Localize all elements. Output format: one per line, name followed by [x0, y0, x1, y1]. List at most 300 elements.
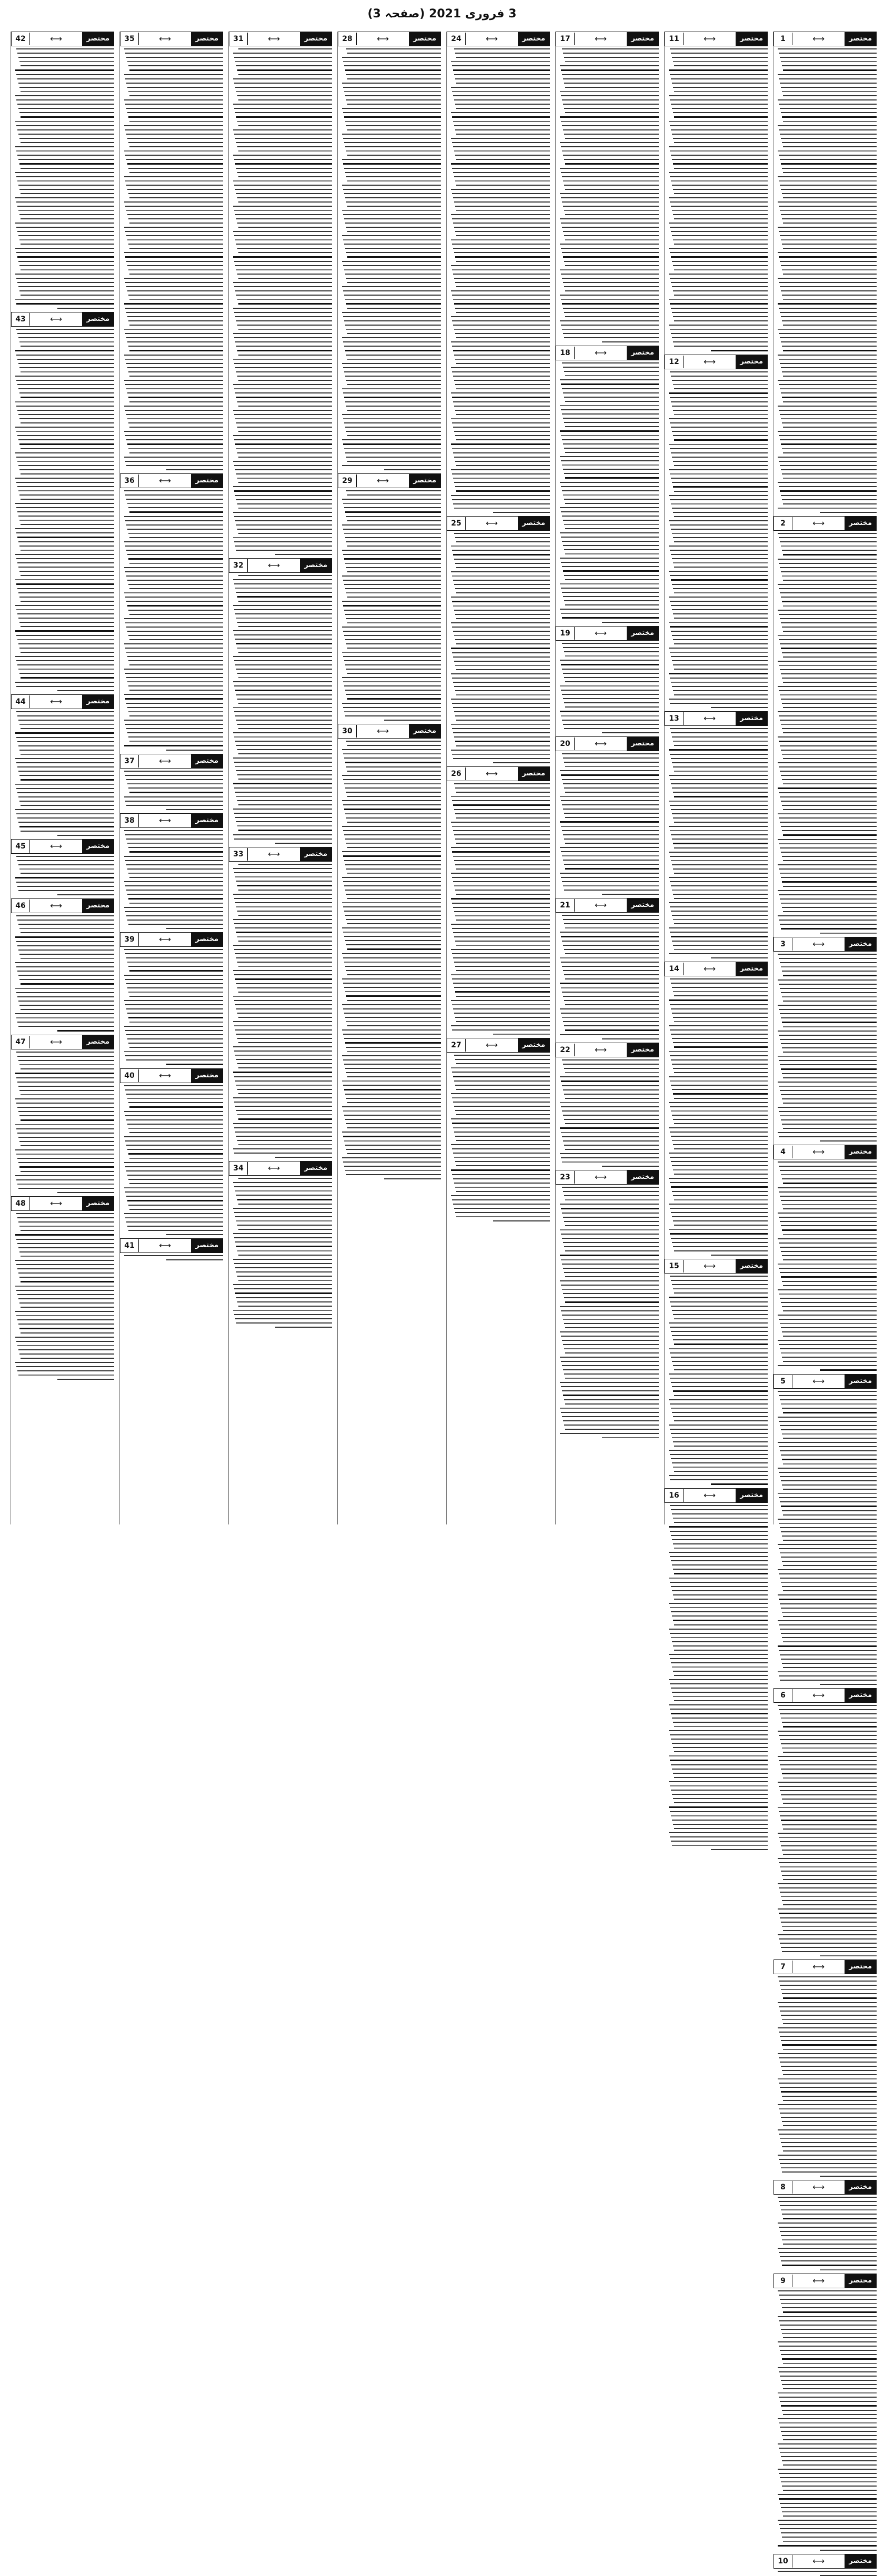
text-line — [238, 915, 332, 916]
text-line — [15, 1149, 114, 1150]
text-line — [19, 622, 114, 623]
text-line — [820, 1140, 877, 1141]
text-line — [674, 567, 768, 568]
text-line — [562, 1136, 659, 1137]
text-line — [126, 465, 223, 466]
text-line — [16, 1154, 114, 1155]
text-line — [672, 1845, 768, 1846]
text-line — [671, 503, 768, 504]
text-line — [452, 244, 550, 245]
text-line — [781, 597, 877, 598]
text-line — [563, 256, 659, 258]
text-line — [673, 1569, 768, 1570]
text-line — [344, 757, 441, 759]
text-line — [561, 121, 659, 122]
text-line — [781, 1947, 877, 1948]
news-item-number: 2 — [774, 517, 792, 530]
news-item-number: 37 — [120, 755, 139, 767]
text-line — [342, 826, 441, 827]
text-line — [345, 588, 441, 589]
text-line — [669, 1348, 768, 1349]
text-line — [454, 1208, 550, 1209]
text-line — [453, 274, 550, 275]
text-line — [560, 1331, 659, 1332]
text-line — [781, 1068, 877, 1070]
text-line — [15, 1234, 114, 1236]
text-line — [237, 962, 332, 963]
text-line — [237, 1013, 332, 1014]
text-line — [18, 745, 114, 746]
text-line — [345, 172, 441, 173]
text-line — [342, 953, 441, 954]
text-line — [124, 618, 223, 619]
text-line — [783, 2414, 877, 2415]
text-line — [343, 367, 441, 368]
text-line — [778, 355, 877, 356]
text-line — [780, 159, 877, 160]
text-line — [128, 898, 223, 900]
text-line — [673, 562, 768, 563]
text-line — [237, 1199, 332, 1200]
text-line — [455, 563, 550, 564]
text-line — [671, 1841, 768, 1842]
text-line — [783, 2218, 877, 2219]
text-line — [237, 596, 332, 598]
double-arrow-icon: ⟷ — [595, 739, 607, 749]
text-line — [780, 2163, 877, 2164]
text-line — [563, 282, 659, 283]
text-line — [125, 410, 223, 411]
text-line — [127, 962, 223, 963]
text-line — [782, 1178, 877, 1179]
text-line — [670, 1132, 768, 1133]
text-line — [19, 545, 114, 547]
text-line — [453, 350, 550, 351]
text-line — [673, 1042, 768, 1043]
text-line — [15, 1362, 114, 1363]
text-line — [454, 329, 550, 330]
text-line — [238, 1255, 332, 1256]
text-line — [455, 1212, 550, 1213]
text-line — [562, 303, 659, 305]
text-line — [780, 1013, 877, 1014]
news-item-text — [229, 1178, 332, 1328]
text-line — [125, 231, 223, 232]
text-line — [17, 155, 114, 156]
text-line — [21, 873, 114, 874]
text-line — [235, 1004, 332, 1005]
text-line — [783, 1259, 877, 1260]
text-line — [564, 549, 659, 550]
text-line — [783, 350, 877, 351]
text-line — [125, 724, 223, 725]
text-line — [560, 1408, 659, 1409]
text-line — [455, 991, 550, 993]
text-line — [674, 1046, 768, 1048]
news-item-label: مختصر — [627, 627, 658, 640]
text-line — [346, 817, 441, 819]
text-line — [15, 452, 114, 453]
text-line — [563, 443, 659, 445]
text-line — [21, 831, 114, 832]
text-line — [673, 894, 768, 895]
text-line — [778, 74, 877, 75]
text-line — [345, 146, 441, 147]
text-line — [124, 355, 223, 356]
text-line — [166, 809, 223, 810]
text-line — [125, 1004, 223, 1005]
text-line — [17, 860, 114, 861]
text-line — [563, 809, 659, 810]
text-line — [129, 223, 223, 224]
text-line — [565, 681, 659, 682]
text-line — [456, 817, 550, 819]
text-line — [234, 1186, 332, 1187]
text-line — [669, 197, 768, 198]
text-line — [124, 1051, 223, 1052]
text-line — [124, 567, 223, 568]
text-line — [17, 817, 114, 819]
text-line — [124, 949, 223, 950]
text-line — [452, 168, 550, 169]
text-line — [561, 851, 659, 852]
text-line — [670, 329, 768, 330]
text-line — [346, 643, 441, 644]
text-line — [344, 1115, 441, 1116]
news-item — [774, 2180, 877, 2270]
text-line — [17, 886, 114, 887]
text-line — [233, 410, 332, 411]
text-line — [560, 1127, 659, 1129]
text-line — [780, 618, 877, 619]
text-line — [234, 839, 332, 840]
text-line — [778, 762, 877, 763]
text-line — [15, 248, 114, 249]
text-line — [347, 923, 441, 924]
text-line — [778, 406, 877, 407]
text-line — [781, 1820, 877, 1821]
text-line — [343, 631, 441, 632]
text-line — [343, 443, 441, 445]
text-line — [673, 1416, 768, 1417]
text-line — [18, 465, 114, 466]
text-line — [342, 575, 441, 577]
text-line — [562, 1416, 659, 1417]
text-line — [346, 766, 441, 767]
text-line — [672, 431, 768, 432]
text-line — [127, 1013, 223, 1014]
text-line — [233, 104, 332, 105]
text-line — [564, 651, 659, 652]
text-line — [129, 511, 223, 513]
news-item-label: مختصر — [627, 1170, 658, 1184]
text-line — [452, 550, 550, 551]
text-line — [778, 2418, 877, 2419]
text-line — [669, 1425, 768, 1426]
news-item-header — [447, 516, 550, 531]
text-line — [16, 583, 114, 585]
text-line — [780, 1713, 877, 1714]
text-line — [562, 388, 659, 389]
text-line — [233, 630, 332, 631]
text-line — [347, 180, 441, 181]
text-line — [672, 1539, 768, 1540]
text-line — [126, 652, 223, 653]
text-line — [669, 1781, 768, 1782]
text-line — [671, 1764, 768, 1765]
text-line — [234, 312, 332, 313]
text-line — [21, 601, 114, 602]
text-line — [342, 1029, 441, 1031]
text-line — [234, 414, 332, 415]
text-line — [17, 435, 114, 436]
text-line — [16, 380, 114, 381]
text-line — [127, 707, 223, 708]
text-line — [238, 227, 332, 228]
text-line — [781, 1845, 877, 1846]
text-line — [561, 460, 659, 461]
text-line — [347, 745, 441, 746]
text-line — [560, 320, 659, 321]
text-line — [778, 2545, 877, 2547]
text-line — [347, 520, 441, 521]
text-line — [671, 783, 768, 784]
text-line — [780, 1476, 877, 1477]
news-item-label: مختصر — [300, 847, 332, 861]
text-line — [782, 1433, 877, 1435]
text-line — [778, 150, 877, 151]
text-line — [237, 1089, 332, 1090]
news-item-text — [338, 48, 441, 470]
text-line — [778, 48, 877, 49]
text-line — [782, 2214, 877, 2215]
text-line — [451, 443, 550, 445]
text-line — [17, 1294, 114, 1295]
text-line — [234, 762, 332, 763]
text-line — [564, 286, 659, 287]
text-line — [454, 911, 550, 912]
text-line — [783, 605, 877, 607]
text-line — [17, 104, 114, 105]
text-line — [18, 159, 114, 160]
text-line — [456, 337, 550, 338]
text-line — [674, 516, 768, 517]
text-line — [782, 1124, 877, 1125]
text-line — [346, 1174, 441, 1175]
text-line — [670, 1029, 768, 1031]
text-line — [782, 1663, 877, 1664]
text-line — [128, 847, 223, 848]
text-line — [778, 610, 877, 611]
text-line — [342, 57, 441, 58]
text-line — [127, 367, 223, 368]
text-line — [673, 138, 768, 139]
text-line — [565, 1352, 659, 1353]
text-line — [234, 736, 332, 738]
text-line — [124, 1255, 223, 1256]
text-line — [456, 945, 550, 946]
text-line — [345, 890, 441, 891]
text-line — [779, 1862, 877, 1863]
text-line — [129, 274, 223, 275]
text-line — [17, 996, 114, 997]
text-line — [674, 1573, 768, 1574]
text-line — [563, 180, 659, 181]
text-line — [779, 1395, 877, 1396]
news-item-text — [556, 362, 659, 623]
text-line — [19, 1226, 114, 1227]
text-line — [453, 881, 550, 882]
text-line — [21, 473, 114, 474]
text-line — [126, 728, 223, 729]
text-line — [456, 159, 550, 160]
text-line — [673, 1824, 768, 1825]
text-line — [233, 435, 332, 436]
text-line — [673, 341, 768, 342]
text-line — [779, 984, 877, 985]
text-line — [670, 524, 768, 526]
text-line — [562, 413, 659, 415]
text-line — [126, 286, 223, 287]
text-line — [560, 1076, 659, 1077]
news-item-header — [229, 32, 332, 46]
news-item-number: 27 — [447, 1039, 466, 1052]
text-line — [233, 834, 332, 835]
text-line — [669, 418, 768, 419]
text-line — [455, 915, 550, 916]
text-line — [129, 197, 223, 198]
news-item-number: 23 — [556, 1171, 575, 1184]
text-line — [453, 907, 550, 908]
text-line — [233, 1148, 332, 1149]
text-line — [780, 185, 877, 186]
text-line — [236, 1246, 332, 1247]
news-item-text — [120, 490, 223, 751]
news-item-header — [556, 1043, 659, 1057]
news-item-text — [447, 533, 550, 763]
text-line — [564, 787, 659, 789]
text-line — [235, 443, 332, 445]
text-line — [669, 1204, 768, 1205]
text-line — [564, 864, 659, 865]
news-columns — [7, 32, 877, 2566]
double-arrow-icon: ⟷ — [595, 348, 607, 358]
text-line — [347, 847, 441, 848]
news-item-header — [120, 473, 223, 488]
text-line — [673, 189, 768, 190]
text-line — [124, 380, 223, 381]
text-line — [783, 631, 877, 632]
text-line — [778, 2469, 877, 2470]
text-line — [565, 1029, 659, 1031]
text-line — [780, 57, 877, 58]
text-line — [455, 486, 550, 487]
text-line — [455, 206, 550, 207]
text-line — [236, 957, 332, 958]
text-line — [343, 707, 441, 708]
text-line — [564, 813, 659, 814]
text-line — [564, 890, 659, 891]
text-line — [669, 1178, 768, 1179]
text-line — [127, 418, 223, 419]
text-line — [125, 282, 223, 283]
text-line — [563, 1089, 659, 1090]
text-line — [127, 265, 223, 266]
text-line — [454, 355, 550, 356]
text-line — [782, 703, 877, 704]
text-line — [16, 406, 114, 407]
text-line — [237, 911, 332, 912]
text-line — [127, 341, 223, 342]
text-line — [126, 210, 223, 211]
text-line — [780, 1764, 877, 1765]
double-arrow-icon: ⟷ — [704, 964, 716, 974]
text-line — [781, 189, 877, 190]
text-line — [18, 516, 114, 517]
text-line — [235, 112, 332, 113]
text-line — [124, 1000, 223, 1001]
news-item-number: 5 — [774, 1375, 792, 1388]
text-line — [236, 1034, 332, 1035]
text-line — [783, 197, 877, 198]
text-line — [778, 954, 877, 955]
text-line — [561, 690, 659, 691]
text-line — [672, 1590, 768, 1591]
double-arrow-icon: ⟷ — [50, 841, 63, 851]
text-line — [18, 618, 114, 619]
text-line — [782, 2171, 877, 2173]
text-line — [778, 1908, 877, 1910]
text-line — [344, 1038, 441, 1039]
text-line — [565, 766, 659, 767]
text-line — [669, 495, 768, 496]
text-line — [563, 78, 659, 79]
text-line — [564, 159, 659, 160]
text-line — [779, 715, 877, 716]
text-line — [671, 579, 768, 581]
text-line — [343, 580, 441, 581]
text-line — [452, 269, 550, 270]
text-line — [127, 112, 223, 113]
text-line — [565, 401, 659, 402]
text-line — [345, 839, 441, 840]
news-item-header — [120, 813, 223, 828]
text-line — [454, 1013, 550, 1014]
text-line — [561, 537, 659, 538]
text-line — [563, 647, 659, 648]
text-line — [674, 193, 768, 194]
text-line — [674, 439, 768, 441]
text-line — [343, 1059, 441, 1060]
text-line — [673, 1671, 768, 1672]
text-line — [781, 852, 877, 853]
double-arrow-icon: ⟷ — [812, 518, 825, 528]
text-line — [780, 1866, 877, 1867]
text-line — [783, 1234, 877, 1235]
text-line — [674, 669, 768, 670]
news-item-label: مختصر — [409, 724, 440, 738]
text-line — [669, 325, 768, 326]
text-line — [565, 579, 659, 580]
text-line — [343, 656, 441, 657]
text-line — [780, 1348, 877, 1349]
text-line — [125, 801, 223, 802]
news-item-label: مختصر — [300, 559, 332, 572]
text-line — [672, 1820, 768, 1821]
text-line — [780, 1841, 877, 1842]
text-line — [234, 1076, 332, 1077]
text-line — [781, 826, 877, 827]
